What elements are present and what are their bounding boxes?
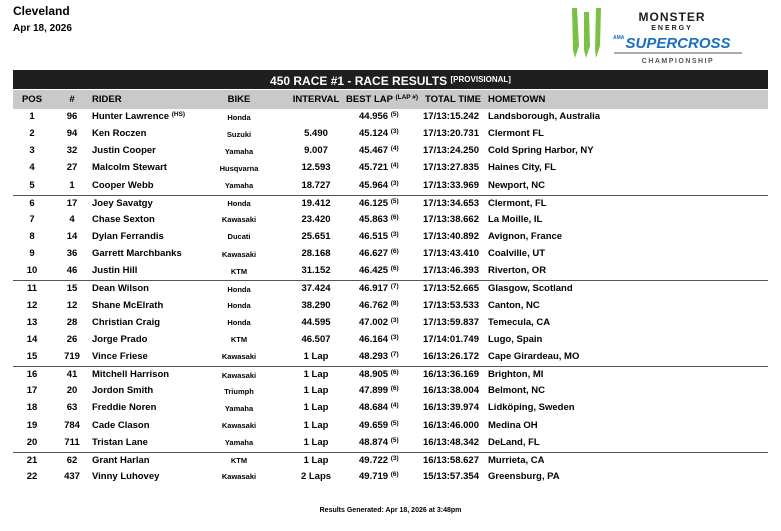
cell-num: 1: [69, 179, 75, 191]
cell-interval: 1 Lap: [303, 369, 329, 381]
cell-lap-num: (3): [390, 454, 399, 462]
table-row: [13, 383, 768, 400]
col-lap-num: (LAP #): [395, 94, 419, 101]
cell-rider: Ken Roczen: [92, 128, 147, 140]
col-bike: BIKE: [227, 94, 251, 105]
table-row: [13, 263, 768, 280]
cell-hometown: Clermont FL: [488, 128, 544, 140]
cell-hometown: Clermont, FL: [488, 197, 547, 209]
cell-interval: 31.152: [301, 265, 331, 277]
table-row: [13, 366, 768, 383]
cell-lap-num: (7): [390, 350, 399, 358]
cell-interval: 9.007: [304, 145, 328, 157]
table-row: [13, 298, 768, 315]
cell-total-time: 17/13:38.662: [423, 213, 479, 225]
cell-best-lap: 46.627 $^{(6)}$: [359, 248, 399, 260]
cell-best-lap: 45.964 $^{(3)}$: [359, 179, 399, 191]
cell-hometown: Canton, NC: [488, 299, 540, 311]
cell-interval: 1 Lap: [303, 436, 329, 448]
cell-bike: Kawasaki: [221, 472, 257, 482]
cell-bike: KTM: [230, 266, 248, 276]
cell-bike: Yamaha: [224, 403, 254, 413]
cell-num: 17: [66, 197, 78, 209]
cell-rider: Chase Sexton: [92, 213, 155, 225]
cell-pos: 12: [26, 299, 38, 311]
table-row: [13, 160, 768, 177]
cell-bike: Kawasaki: [221, 215, 257, 225]
cell-lap-num: (3): [390, 333, 399, 341]
results-title-bar: [13, 70, 768, 89]
cell-lap-num: (3): [390, 128, 399, 136]
cell-rider: Jorge Prado: [92, 333, 148, 345]
cell-pos: 13: [26, 316, 38, 328]
cell-best-lap: 45.467 $^{(4)}$: [359, 145, 399, 157]
cell-total-time: 17/13:34.653: [423, 197, 479, 209]
cell-hometown: Greensburg, PA: [488, 470, 560, 482]
cell-num: 36: [66, 248, 78, 260]
cell-num: 63: [66, 402, 78, 414]
col-hometown: HOMETOWN: [488, 94, 546, 105]
cell-interval: 1 Lap: [303, 385, 329, 397]
table-row: [13, 246, 768, 263]
table-row: [13, 418, 768, 435]
monster-claw-icon: [572, 8, 601, 58]
cell-total-time: 16/13:39.974: [423, 402, 479, 414]
cell-pos: 1: [29, 111, 35, 122]
cell-interval: 44.595: [301, 316, 331, 328]
logo-brand-sub: ENERGY: [651, 25, 693, 32]
cell-pos: 11: [26, 283, 38, 295]
table-row: [13, 195, 768, 212]
cell-bike: Honda: [227, 112, 251, 122]
cell-interval: 25.651: [301, 230, 331, 242]
cell-rider: Dylan Ferrandis: [92, 230, 164, 242]
cell-hometown: Lugo, Spain: [488, 333, 543, 345]
cell-num: 46: [66, 265, 78, 277]
table-row: [13, 143, 768, 160]
cell-best-lap: 47.899 $^{(6)}$: [359, 385, 399, 397]
cell-hometown: La Moille, IL: [488, 213, 543, 225]
table-row: [13, 315, 768, 332]
logo-series: SUPERCROSS: [625, 35, 731, 52]
cell-pos: 20: [26, 436, 38, 448]
cell-rider: Hunter Lawrence $^{(HS)}$: [92, 111, 186, 122]
cell-total-time: 17/13:53.533: [423, 299, 479, 311]
cell-bike: Yamaha: [224, 146, 254, 156]
cell-hometown: Lidköping, Sweden: [488, 402, 575, 414]
cell-lap-num: (6): [390, 213, 399, 221]
cell-bike: Kawasaki: [221, 249, 257, 259]
cell-total-time: 17/13:52.665: [423, 283, 479, 295]
cell-total-time: 15/13:57.354: [423, 470, 479, 482]
cell-num: 41: [66, 369, 78, 381]
cell-num: 14: [66, 230, 78, 242]
cell-best-lap: 49.719 $^{(6)}$: [359, 470, 399, 482]
cell-interval: 1 Lap: [303, 419, 329, 431]
cell-rider: Justin Hill: [92, 265, 138, 277]
cell-total-time: 16/13:58.627: [423, 454, 479, 466]
cell-interval: 19.412: [301, 197, 331, 209]
venue-title: Cleveland: [13, 4, 70, 18]
logo-tagline: CHAMPIONSHIP: [641, 58, 715, 65]
cell-rider: Mitchell Harrison: [92, 369, 170, 381]
cell-interval: 1 Lap: [303, 454, 329, 466]
cell-total-time: 17/13:59.837: [423, 316, 479, 328]
col-best-lap: BEST LAP $^{(LAP \#)}$: [346, 94, 419, 105]
cell-pos: 16: [26, 369, 38, 381]
cell-total-time: 17/13:15.242: [423, 111, 479, 122]
cell-interval: 12.593: [301, 162, 331, 174]
cell-lap-num: (4): [390, 162, 399, 170]
cell-best-lap: 48.293 $^{(7)}$: [359, 350, 399, 362]
cell-best-lap: 48.874 $^{(5)}$: [359, 436, 399, 448]
cell-lap-num: (6): [390, 369, 399, 377]
cell-bike: Ducati: [227, 232, 251, 242]
cell-num: 62: [66, 454, 78, 466]
cell-rider: Freddie Noren: [92, 402, 157, 414]
cell-hometown: Murrieta, CA: [488, 454, 545, 466]
cell-bike: Kawasaki: [221, 352, 257, 362]
cell-pos: 7: [29, 213, 35, 225]
cell-hometown: Newport, NC: [488, 179, 545, 191]
cell-best-lap: 46.125 $^{(5)}$: [359, 197, 399, 209]
cell-lap-num: (7): [390, 283, 399, 291]
cell-rider: Grant Harlan: [92, 454, 150, 466]
col-interval: INTERVAL: [292, 94, 340, 105]
cell-num: 20: [66, 385, 78, 397]
col-pos: POS: [21, 94, 43, 105]
cell-interval: 28.168: [301, 248, 331, 260]
results-table: [13, 109, 768, 486]
cell-interval: 46.507: [301, 333, 331, 345]
results-generated: Results Generated: Apr 18, 2026 at 3:48pm: [319, 507, 462, 514]
cell-bike: Honda: [227, 199, 251, 209]
table-row: [13, 280, 768, 297]
cell-lap-num: (5): [390, 419, 399, 427]
table-row: [13, 349, 768, 366]
table-row: [13, 178, 768, 195]
cell-pos: 18: [26, 402, 38, 414]
cell-total-time: 16/13:36.169: [423, 369, 479, 381]
col-num: #: [69, 94, 75, 105]
cell-rider: Christian Craig: [92, 316, 161, 328]
cell-total-time: 17/13:20.731: [423, 128, 479, 140]
cell-pos: 14: [26, 333, 38, 345]
cell-total-time: 17/14:01.749: [423, 333, 479, 345]
cell-lap-num: (5): [390, 436, 399, 444]
cell-hometown: Glasgow, Scotland: [488, 283, 573, 295]
cell-total-time: 17/13:46.393: [423, 265, 479, 277]
cell-lap-num: (5): [390, 197, 399, 205]
cell-num: 4: [69, 213, 75, 225]
cell-total-time: 16/13:38.004: [423, 385, 479, 397]
logo-ama: AMA: [613, 35, 625, 41]
cell-rider: Garrett Marchbanks: [92, 248, 182, 260]
cell-bike: KTM: [230, 335, 248, 345]
supercross-logo: [566, 6, 748, 68]
cell-best-lap: 49.722 $^{(3)}$: [359, 454, 399, 466]
cell-hometown: Brighton, MI: [488, 369, 544, 381]
provisional-tag: [PROVISIONAL]: [450, 75, 511, 84]
cell-best-lap: 45.124 $^{(3)}$: [359, 128, 399, 140]
cell-num: 96: [66, 111, 78, 122]
cell-pos: 2: [29, 128, 35, 140]
cell-lap-num: (6): [390, 385, 399, 393]
cell-interval: 38.290: [301, 299, 331, 311]
cell-bike: Yamaha: [224, 438, 254, 448]
cell-best-lap: 46.164 $^{(3)}$: [359, 333, 399, 345]
cell-pos: 9: [29, 248, 35, 260]
cell-hometown: Medina OH: [488, 419, 538, 431]
cell-pos: 19: [26, 419, 38, 431]
cell-rider: Dean Wilson: [92, 283, 149, 295]
table-row: [13, 452, 768, 469]
cell-bike: Kawasaki: [221, 370, 257, 380]
cell-lap-num: (6): [390, 265, 399, 273]
cell-num: 437: [64, 470, 80, 482]
cell-total-time: 17/13:43.410: [423, 248, 479, 260]
cell-rider: Vinny Luhovey: [92, 470, 160, 482]
cell-rider: Shane McElrath: [92, 299, 164, 311]
cell-num: 28: [66, 316, 78, 328]
table-row: [13, 469, 768, 486]
logo-brand: MONSTER: [638, 10, 706, 24]
cell-best-lap: 46.917 $^{(7)}$: [359, 283, 399, 295]
cell-lap-num: (4): [390, 402, 399, 410]
cell-bike: Triumph: [224, 386, 254, 396]
cell-lap-num: (4): [390, 145, 399, 153]
cell-bike: Honda: [227, 284, 251, 294]
cell-num: 784: [64, 419, 80, 431]
cell-total-time: 16/13:46.000: [423, 419, 479, 431]
cell-bike: Suzuki: [226, 129, 252, 139]
cell-best-lap: 44.956 $^{(5)}$: [359, 111, 399, 122]
cell-rider: Jordon Smith: [92, 385, 154, 397]
table-row: [13, 109, 768, 126]
cell-hometown: Landsborough, Australia: [488, 111, 601, 122]
cell-interval: 5.490: [304, 128, 328, 140]
cell-interval: 2 Laps: [300, 470, 332, 482]
cell-rider: Cade Clason: [92, 419, 150, 431]
cell-pos: 8: [29, 230, 35, 242]
cell-best-lap: 47.002 $^{(3)}$: [359, 316, 399, 328]
race-date: Apr 18, 2026: [13, 23, 72, 34]
cell-hometown: Haines City, FL: [488, 162, 556, 174]
cell-total-time: 17/13:33.969: [423, 179, 479, 191]
cell-pos: 5: [29, 179, 35, 191]
cell-rider: Justin Cooper: [92, 145, 156, 157]
cell-num: 719: [64, 350, 80, 362]
cell-bike: Yamaha: [224, 181, 254, 191]
cell-lap-num: (3): [390, 179, 399, 187]
cell-bike: Husqvarna: [219, 163, 259, 173]
results-title: 450 RACE #1 - RACE RESULTS: [270, 74, 448, 88]
cell-num: 26: [66, 333, 78, 345]
cell-best-lap: 48.684 $^{(4)}$: [359, 402, 399, 414]
cell-interval: 1 Lap: [303, 402, 329, 414]
cell-rider: Malcolm Stewart: [92, 162, 167, 174]
cell-best-lap: 45.721 $^{(4)}$: [359, 162, 399, 174]
cell-total-time: 17/13:24.250: [423, 145, 479, 157]
cell-total-time: 17/13:27.835: [423, 162, 479, 174]
cell-best-lap: 46.425 $^{(6)}$: [359, 265, 399, 277]
cell-lap-num: (8): [390, 299, 399, 307]
cell-hometown: Coalville, UT: [488, 248, 546, 260]
cell-hometown: DeLand, FL: [488, 436, 540, 448]
cell-best-lap: 45.863 $^{(6)}$: [359, 213, 399, 225]
cell-num: 12: [66, 299, 78, 311]
cell-lap-num: (3): [390, 316, 399, 324]
cell-num: 711: [64, 436, 80, 448]
cell-total-time: 16/13:48.342: [423, 436, 479, 448]
col-rider: RIDER: [92, 94, 122, 105]
cell-interval: 18.727: [301, 179, 331, 191]
cell-rider: Cooper Webb: [92, 179, 154, 191]
cell-pos: 3: [29, 145, 35, 157]
cell-best-lap: 46.515 $^{(3)}$: [359, 230, 399, 242]
cell-hometown: Avignon, France: [488, 230, 563, 242]
cell-hometown: Temecula, CA: [488, 316, 551, 328]
table-row: [13, 400, 768, 417]
cell-pos: 15: [26, 350, 38, 362]
cell-bike: Honda: [227, 318, 251, 328]
cell-pos: 10: [26, 265, 38, 277]
cell-best-lap: 48.905 $^{(6)}$: [359, 369, 399, 381]
cell-best-lap: 46.762 $^{(8)}$: [359, 299, 399, 311]
cell-num: 32: [66, 145, 78, 157]
table-row: [13, 435, 768, 452]
cell-hometown: Belmont, NC: [488, 385, 545, 397]
cell-total-time: 17/13:40.892: [423, 230, 479, 242]
cell-interval: 23.420: [301, 213, 331, 225]
table-row: [13, 229, 768, 246]
cell-hometown: Cape Girardeau, MO: [488, 350, 580, 362]
cell-hometown: Cold Spring Harbor, NY: [488, 145, 594, 157]
table-row: [13, 212, 768, 229]
cell-rider: Joey Savatgy: [92, 197, 153, 209]
cell-pos: 4: [29, 162, 35, 174]
cell-pos: 17: [26, 385, 38, 397]
cell-rider: Tristan Lane: [92, 436, 148, 448]
rider-tag: (HS): [171, 111, 186, 118]
cell-total-time: 16/13:26.172: [423, 350, 479, 362]
column-header-row: [13, 90, 768, 109]
cell-lap-num: (3): [390, 230, 399, 238]
cell-lap-num: (5): [390, 111, 399, 118]
cell-num: 27: [66, 162, 78, 174]
cell-lap-num: (6): [390, 470, 399, 478]
cell-best-lap: 49.659 $^{(5)}$: [359, 419, 399, 431]
col-total-time: TOTAL TIME: [425, 94, 481, 105]
cell-pos: 6: [29, 197, 35, 209]
table-row: [13, 126, 768, 143]
cell-hometown: Riverton, OR: [488, 265, 547, 277]
cell-pos: 22: [26, 470, 38, 482]
cell-interval: 37.424: [301, 283, 331, 295]
cell-interval: 1 Lap: [303, 350, 329, 362]
cell-bike: Honda: [227, 301, 251, 311]
cell-num: 15: [66, 283, 78, 295]
cell-num: 94: [66, 128, 78, 140]
cell-bike: KTM: [230, 456, 248, 466]
cell-pos: 21: [26, 454, 38, 466]
cell-rider: Vince Friese: [92, 350, 148, 362]
cell-bike: Kawasaki: [221, 421, 257, 431]
table-row: [13, 332, 768, 349]
cell-lap-num: (6): [390, 248, 399, 256]
